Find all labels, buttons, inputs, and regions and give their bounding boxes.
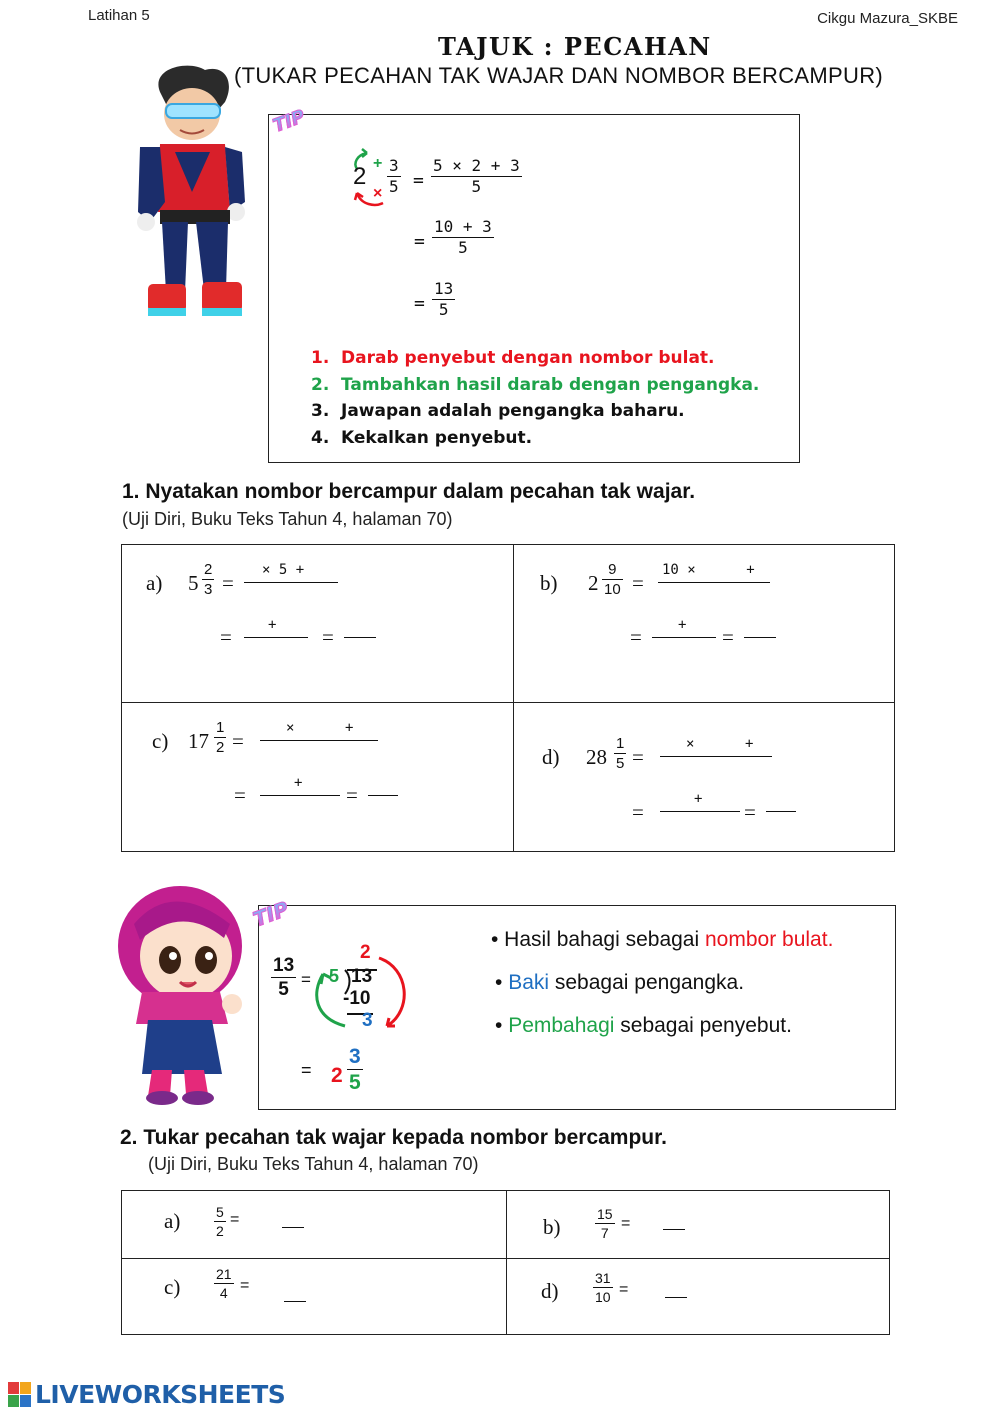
tip-bullet: • Baki sebagai pengangka. bbox=[495, 971, 745, 994]
question-2b-cell bbox=[507, 1191, 890, 1259]
equals-sign: = bbox=[414, 293, 425, 314]
equals-sign: = bbox=[413, 170, 424, 191]
plus-sign: + bbox=[294, 775, 303, 791]
equals-sign: = bbox=[632, 800, 644, 824]
brand-name: LIVEWORKSHEETS bbox=[35, 1380, 286, 1409]
step3-fraction bbox=[432, 281, 455, 318]
question-2d-cell bbox=[507, 1259, 890, 1335]
answer-fraction-bar[interactable] bbox=[660, 756, 772, 757]
improper-fraction: $\frac{31}{10}$ bbox=[595, 1270, 611, 1305]
worksheet-number: Latihan 5 bbox=[88, 7, 150, 24]
example-whole-number: 2 bbox=[353, 163, 367, 190]
item-label: b) bbox=[540, 571, 558, 595]
item-label: a) bbox=[146, 571, 163, 595]
answer-blank[interactable] bbox=[282, 1227, 304, 1228]
logo-icon bbox=[8, 1382, 32, 1408]
tip-step: 4. Kekalkan penyebut. bbox=[311, 427, 533, 448]
step1-numerator: 5 × 2 + 3 bbox=[433, 156, 520, 175]
tip-label: TIP bbox=[249, 896, 292, 932]
answer-blank[interactable] bbox=[665, 1297, 687, 1298]
result-fraction: $\frac{3}{5}$ bbox=[349, 1045, 361, 1094]
remainder: 3 bbox=[362, 1010, 373, 1031]
answer-fraction-bar[interactable] bbox=[244, 582, 338, 583]
whole-number: 28 bbox=[586, 745, 607, 769]
item-label: c) bbox=[164, 1275, 181, 1299]
step2-denominator: 5 bbox=[432, 237, 494, 256]
equals-sign: = bbox=[230, 1211, 240, 1228]
answer-fraction-bar[interactable] bbox=[652, 637, 716, 638]
answer-fraction-bar[interactable] bbox=[744, 637, 776, 638]
improper-fraction: $\frac{13}{5}$ bbox=[273, 955, 295, 1000]
plus-sign: + bbox=[694, 791, 703, 807]
whole-number: 2 bbox=[588, 571, 599, 595]
mixed-fraction: $\frac{1}{2}$ bbox=[216, 719, 225, 756]
item-label: a) bbox=[164, 1209, 181, 1233]
equals-sign: = bbox=[346, 783, 358, 807]
question-2a-cell bbox=[122, 1191, 507, 1259]
improper-fraction: $\frac{21}{4}$ bbox=[216, 1266, 232, 1301]
tip-step: 1. Darab penyebut dengan nombor bulat. bbox=[311, 348, 715, 368]
author-name: Cikgu Mazura_SKBE bbox=[817, 10, 958, 27]
mixed-fraction: $\frac{9}{10}$ bbox=[604, 561, 621, 598]
item-label: d) bbox=[541, 1279, 559, 1303]
equals-sign: = bbox=[632, 571, 644, 595]
tip-label: TIP bbox=[270, 106, 308, 137]
equals-sign: = bbox=[414, 231, 425, 252]
page-title: TAJUK : PECAHAN bbox=[438, 32, 712, 61]
item-label: c) bbox=[152, 729, 169, 753]
whole-number: 5 bbox=[188, 571, 199, 595]
whole-number: 17 bbox=[188, 729, 209, 753]
quotient: 2 bbox=[360, 942, 371, 963]
question-1a-cell bbox=[122, 545, 514, 703]
mixed-fraction: $\frac{2}{3}$ bbox=[204, 561, 213, 598]
tip-box-improper-fraction bbox=[268, 106, 800, 463]
equals-sign: = bbox=[301, 1060, 312, 1080]
equals-sign: = bbox=[322, 625, 334, 649]
numerator-template: × + bbox=[286, 720, 354, 736]
result-whole: 2 bbox=[331, 1064, 343, 1087]
tip-box-mixed-number bbox=[249, 896, 896, 1110]
question-2-title: 2. Tukar pecahan tak wajar kepada nombor bercampur. bbox=[120, 1126, 667, 1149]
equals-sign: = bbox=[222, 571, 234, 595]
question-1-source: (Uji Diri, Buku Teks Tahun 4, halaman 70) bbox=[122, 509, 453, 529]
numerator-template: × + bbox=[686, 736, 754, 752]
tip-bullet: • Pembahagi sebagai penyebut. bbox=[495, 1014, 792, 1037]
liveworksheets-logo[interactable] bbox=[8, 1380, 285, 1409]
step2-numerator: 10 + 3 bbox=[434, 217, 492, 236]
answer-fraction-bar[interactable] bbox=[766, 811, 796, 812]
question-2-table bbox=[121, 1190, 890, 1335]
answer-fraction-bar[interactable] bbox=[368, 795, 398, 796]
divisor: 5 bbox=[329, 966, 340, 986]
equals-sign: = bbox=[619, 1281, 629, 1298]
tip-steps-list bbox=[311, 345, 759, 451]
answer-fraction-bar[interactable] bbox=[344, 637, 376, 638]
step1-fraction bbox=[431, 158, 522, 195]
question-2c-cell bbox=[122, 1259, 507, 1335]
example-numerator: 3 bbox=[389, 156, 399, 175]
equals-sign: = bbox=[621, 1215, 631, 1232]
tip-step: 2. Tambahkan hasil darab dengan pengangka. bbox=[311, 374, 760, 395]
plus-sign: + bbox=[373, 155, 383, 172]
numerator-template: 10 × + bbox=[662, 562, 755, 578]
times-sign: × bbox=[373, 185, 383, 202]
answer-fraction-bar[interactable] bbox=[660, 811, 740, 812]
step1-denominator: 5 bbox=[431, 176, 522, 195]
equals-sign: = bbox=[744, 800, 756, 824]
step3-numerator: 13 bbox=[434, 279, 454, 298]
example-denominator: 5 bbox=[389, 177, 399, 196]
equals-sign: = bbox=[301, 970, 311, 989]
answer-fraction-bar[interactable] bbox=[244, 637, 308, 638]
equals-sign: = bbox=[232, 729, 244, 753]
boy-character-illustration bbox=[130, 62, 248, 330]
equals-sign: = bbox=[240, 1277, 250, 1294]
plus-sign: + bbox=[268, 617, 277, 633]
mixed-fraction: $\frac{1}{5}$ bbox=[616, 735, 625, 772]
girl-character-illustration bbox=[112, 884, 246, 1110]
plus-sign: + bbox=[678, 617, 687, 633]
tip-step: 3. Jawapan adalah pengangka baharu. bbox=[311, 401, 685, 421]
item-label: b) bbox=[543, 1215, 561, 1239]
equals-sign: = bbox=[722, 625, 734, 649]
example-fraction bbox=[387, 158, 401, 195]
equals-sign: = bbox=[632, 745, 644, 769]
question-1b-cell bbox=[514, 545, 895, 703]
page-subtitle: (TUKAR PECAHAN TAK WAJAR DAN NOMBOR BERCAMPUR) bbox=[234, 63, 884, 88]
question-2-source: (Uji Diri, Buku Teks Tahun 4, halaman 70) bbox=[148, 1154, 479, 1174]
equals-sign: = bbox=[234, 783, 246, 807]
question-1-title: 1. Nyatakan nombor bercampur dalam pecahan tak wajar. bbox=[122, 480, 696, 503]
subtraction-value: -10 bbox=[343, 988, 371, 1009]
item-label: d) bbox=[542, 745, 560, 769]
answer-fraction-bar[interactable] bbox=[260, 795, 340, 796]
improper-fraction: $\frac{5}{2}$ bbox=[216, 1204, 224, 1239]
answer-blank[interactable] bbox=[284, 1301, 306, 1302]
equals-sign: = bbox=[630, 625, 642, 649]
equals-sign: = bbox=[220, 625, 232, 649]
dividend: 13 bbox=[351, 966, 373, 987]
numerator-template: × 5 + bbox=[262, 562, 305, 578]
step3-denominator: 5 bbox=[432, 299, 455, 318]
question-1c-cell bbox=[122, 703, 514, 852]
tip-bullet: • Hasil bahagi sebagai nombor bulat. bbox=[491, 928, 834, 951]
step2-fraction bbox=[432, 219, 494, 256]
answer-fraction-bar[interactable] bbox=[260, 740, 378, 741]
answer-fraction-bar[interactable] bbox=[658, 582, 770, 583]
answer-blank[interactable] bbox=[663, 1229, 685, 1230]
question-1d-cell bbox=[514, 703, 895, 852]
improper-fraction: $\frac{15}{7}$ bbox=[597, 1206, 613, 1241]
question-1-table bbox=[121, 544, 895, 852]
